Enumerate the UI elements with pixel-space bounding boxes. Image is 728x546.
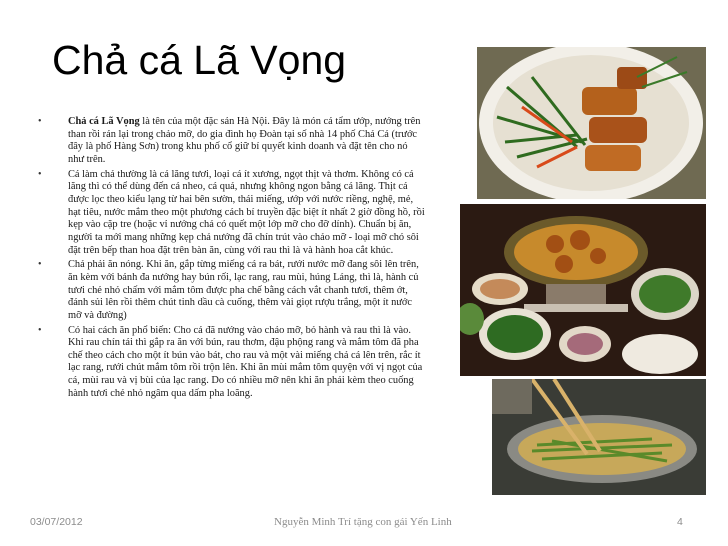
bullet-lead: Chả cá Lã Vọng [68,116,140,127]
slide-title: Chả cá Lã Vọng [52,37,347,83]
bullet-text: Chả phải ăn nóng. Khi ăn, gắp từng miếng cá ra bát, rưới nước mỡ đang sôi lên trên, ăn kèm với bánh đa nướng hay bún rối, lạc rang, rau mùi, húng Láng, thì là, hành củ tươi chẻ nhỏ chấm với mắm tôm được pha chế bằng cách vắt chanh tươi, thêm ớt, đánh sủi lên rồi thêm chút tinh dầu cà cuống, thêm vài giọt rượu trắng, một ít nước mỡ và đường) [68,259,419,321]
frying-pan-photo [492,379,706,495]
bullet-text: là tên của một đặc sản Hà Nội. Đây là món cá tẩm ướp, nướng trên than rồi rán lại trong chảo mỡ, do gia đình họ Đoàn tại số nhà 14 phố Chả Cá (trước đây là phố Hàng Sơn) trong khu phố cổ giữ bí quyết kinh doanh và đặt tên cho nó như trên. [68,116,421,165]
bullet-item [38,169,426,258]
bullet-mark: • [38,259,42,271]
bullet-text: Cá làm chả thường là cá lăng tươi, loại cá ít xương, ngọt thịt và thơm. Không có cá lăng thì có thể dùng đến cá nheo, cá quả, nhưng không ngon bằng cá lăng. Thịt cá được lọc theo kiểu lạng từ hai bên sườn, thái miếng, ướp với nước riềng, nghệ, mẻ, hạt tiêu, nước mắm theo một phương cách bí truyền đặc biệt ít nhất 2 giờ đồng hồ, rồi kẹp vào cặp tre (hoặc vỉ nướng chả có quết một lớp mỡ cho đỡ dính). Chuẩn bị ăn, người ta mới mang những kẹp chả nướng đã chín trút vào chảo mỡ - loại mỡ chó sôi đặt trên bếp than hoa đặt trên bàn ăn, cùng với rau thì là và hành hoa cắt khúc. [68,168,425,256]
bullet-mark: • [38,324,42,336]
bullet-mark: • [38,116,42,127]
footer-date: 03/07/2012 [30,516,83,528]
page-number: 4 [677,516,683,528]
bullet-list [38,116,426,402]
footer-caption: Nguyễn Minh Trí tặng con gái Yến Linh [274,516,452,528]
bullet-item [38,116,426,167]
bullet-text: Có hai cách ăn phổ biến: Cho cá đã nướng vào chảo mỡ, bỏ hành và rau thì là vào. Khi rau chín tái thì gắp ra ăn với bún, rau thơm, đậu phộng rang và mắm tôm đã pha chế theo cách cho một ít bún vào bát, cho rau và một vài miếng chả cá lên trên, rắc ít lạc rang, rưới chút mắm tôm rồi trộn lên. Khi ăn mùi mắm tôm quyện với vị ngọt của cá, mùi rau và vị bùi của lạc rang. Do có nhiều mỡ nên khi ăn phải kèm theo cuống hành tươi chẻ nhỏ ngâm qua dấm pha loãng. [68,324,423,399]
bullet-item [38,259,426,322]
bullet-item [38,325,426,401]
table-spread-photo [460,204,706,376]
fish-plate-photo [477,47,706,199]
bullet-mark: • [38,168,42,180]
